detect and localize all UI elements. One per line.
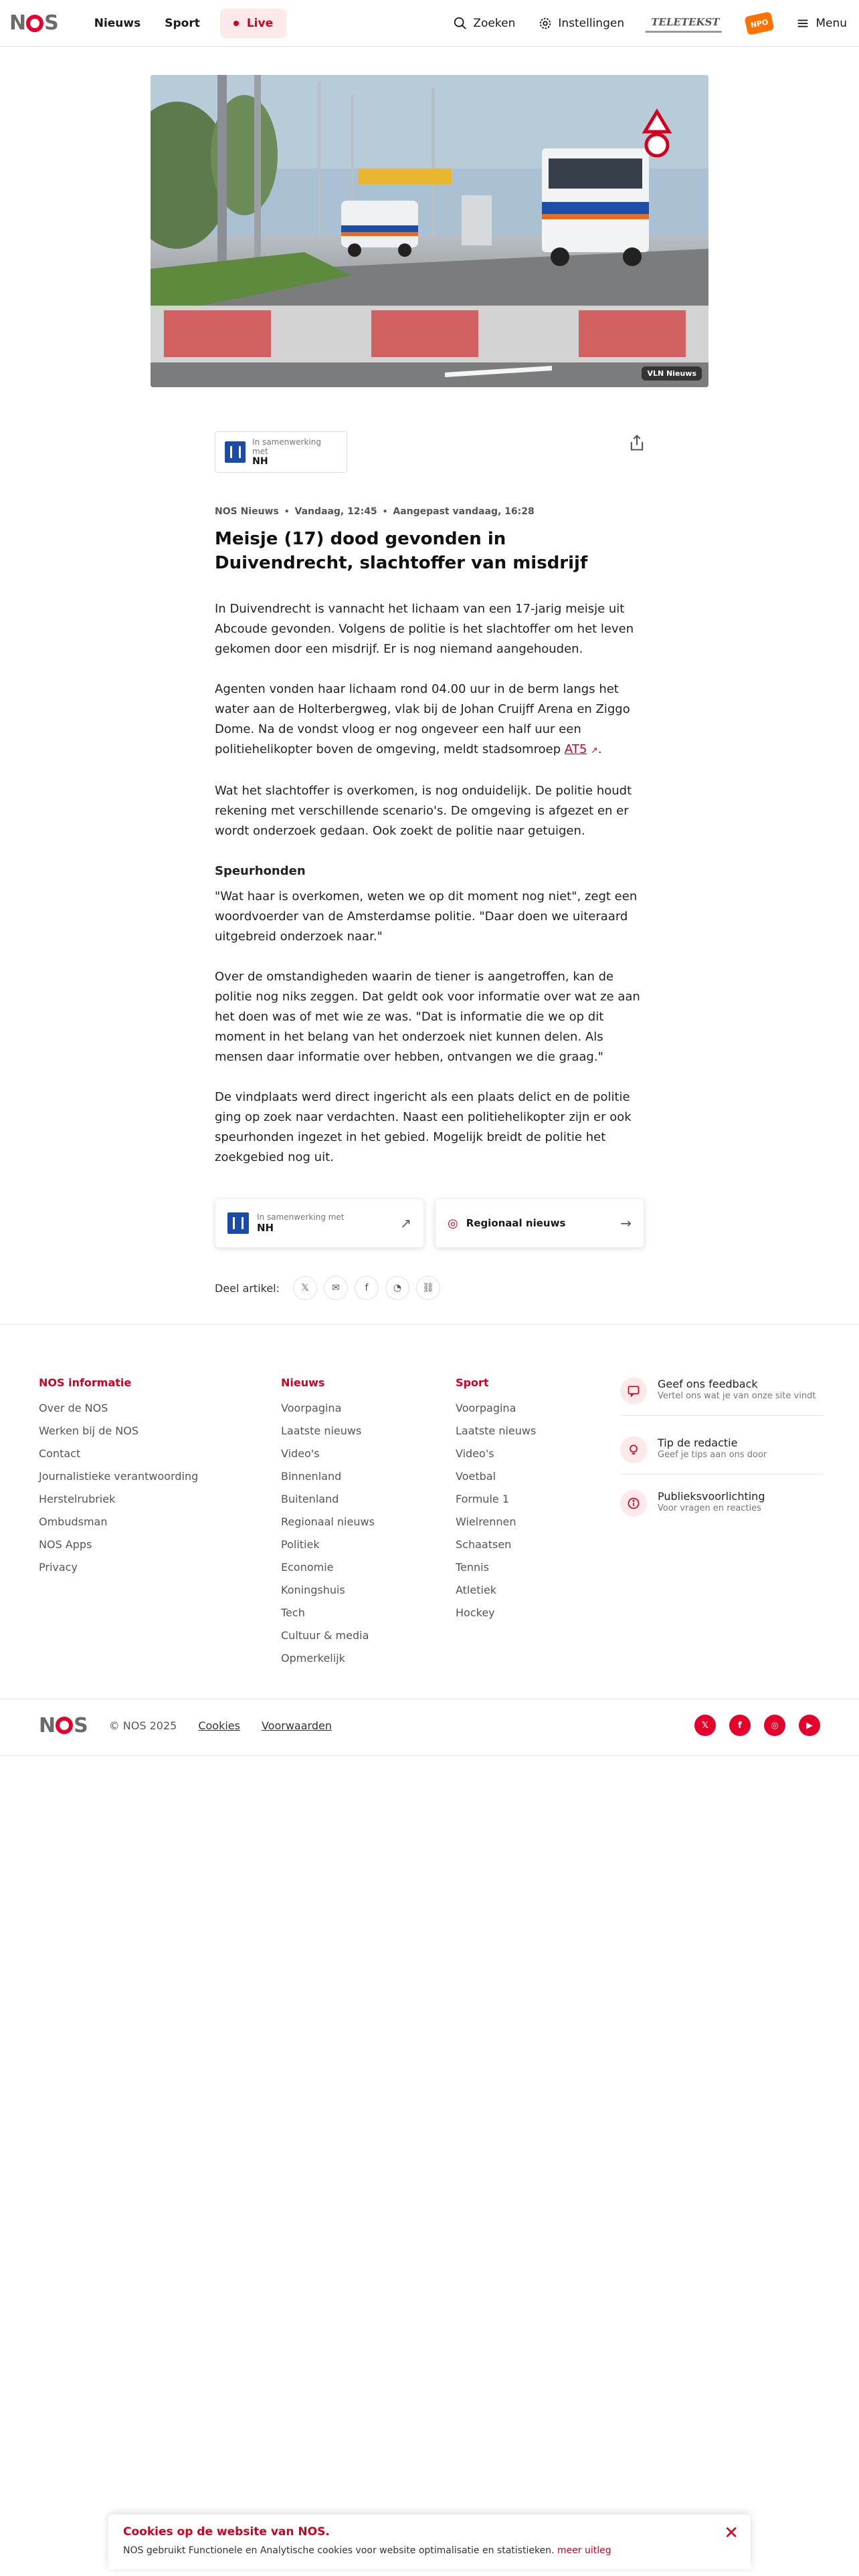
live-button[interactable]: [220, 9, 286, 38]
youtube-icon[interactable]: ▶: [799, 1715, 820, 1736]
footer-col-info: [39, 1376, 198, 1579]
card-name: Regionaal nieuws: [466, 1217, 566, 1229]
search-button[interactable]: [453, 16, 515, 31]
hamburger-icon: [795, 16, 810, 31]
footer-link[interactable]: Voorpagina: [456, 1402, 516, 1414]
x-share-icon[interactable]: 𝕏: [293, 1276, 317, 1300]
search-icon: [453, 16, 468, 31]
footer-link[interactable]: Politiek: [281, 1538, 320, 1551]
bottom-bar: [39, 1702, 820, 1749]
footer-heading: Sport: [456, 1376, 489, 1389]
footer-link[interactable]: Economie: [281, 1561, 334, 1574]
footer-link[interactable]: Opmerkelijk: [281, 1652, 345, 1665]
partner-small: In samenwerking met: [252, 437, 321, 456]
partner-box[interactable]: [215, 431, 347, 473]
footer-link[interactable]: Video's: [281, 1447, 320, 1460]
share-label: Deel artikel:: [215, 1281, 280, 1295]
article-paragraph: Wat het slachtoffer is overkomen, is nog onduidelijk. De politie houdt rekening met verschillende scenario's. De omgeving is afgezet en er wordt onderzoek gedaan. Ook zoekt de politie naar getuigen.: [215, 784, 632, 838]
menu-label: Menu: [816, 16, 847, 30]
whatsapp-share-icon[interactable]: ◔: [385, 1276, 409, 1300]
footer-heading: NOS informatie: [39, 1376, 132, 1389]
footer-link[interactable]: Hockey: [456, 1606, 495, 1619]
nos-logo[interactable]: N S: [9, 11, 58, 35]
info-icon: [620, 1490, 647, 1517]
at5-link[interactable]: AT5: [564, 742, 587, 756]
article-paragraph: In Duivendrecht is vannacht het lichaam van een 17-jarig meisje uit Abcoude gevonden. Volgens de politie is het slachtoffer om het leven gekomen door een misdrijf. Er is nog niemand aangehouden.: [215, 602, 634, 656]
footer-link[interactable]: Contact: [39, 1447, 81, 1460]
cookie-banner: [108, 2514, 751, 2569]
article-source: NOS Nieuws: [215, 506, 279, 517]
footer-link[interactable]: Voorpagina: [281, 1402, 342, 1414]
fb-sub: Voor vragen en reacties: [658, 1503, 761, 1513]
footer-col-sport: [456, 1376, 536, 1624]
right-nav: [453, 13, 850, 33]
footer-link[interactable]: Schaatsen: [456, 1538, 512, 1551]
footer-link[interactable]: Koningshuis: [281, 1584, 345, 1596]
partner-name: NH: [252, 456, 268, 467]
fb-title: Publieksvoorlichting: [658, 1490, 765, 1503]
x-icon[interactable]: 𝕏: [694, 1715, 716, 1736]
divider: [0, 1324, 859, 1325]
info-item[interactable]: [620, 1490, 824, 1527]
fb-sub: Vertel ons wat je van onze site vindt: [658, 1391, 816, 1401]
fb-title: Tip de redactie: [658, 1436, 738, 1449]
footer-link[interactable]: Video's: [456, 1447, 494, 1460]
copy-link-icon[interactable]: ⛓: [416, 1276, 440, 1300]
article-meta: NOS Nieuws • Vandaag, 12:45 • Aangepast vandaag, 16:28: [215, 506, 535, 517]
article-paragraph: Over de omstandigheden waarin de tiener is aangetroffen, kan de politie nog niks zeggen. Dat geldt ook voor informatie over wat ze aan het doen was of met wie ze was. "Dat is informatie die we op dit moment in het belang van het onderzoek niet kunnen delen. Als mensen daar informatie over hebben, ontvangen we die graag.": [215, 970, 640, 1064]
footer-nos-logo[interactable]: N S: [39, 1713, 88, 1737]
terms-link[interactable]: Voorwaarden: [261, 1719, 332, 1732]
footer-link[interactable]: NOS Apps: [39, 1538, 92, 1551]
footer-col-nieuws: [281, 1376, 375, 1670]
footer-link[interactable]: Journalistieke verantwoording: [39, 1470, 199, 1483]
cookie-title: Cookies op de website van NOS.: [123, 2525, 330, 2539]
divider: [0, 1755, 859, 1756]
lightbulb-icon: [620, 1436, 647, 1463]
article-paragraph: De vindplaats werd direct ingericht als een plaats delict en de politie ging op zoek naar verdachten. Naast een politiehelikopter zijn er ook speurhonden ingezet in het gebied. Mogelijk breidt de politie het zoekgebied nog uit.: [215, 1090, 632, 1164]
search-label: Zoeken: [473, 16, 516, 30]
footer-heading: Nieuws: [281, 1376, 325, 1389]
card-small: In samenwerking met: [257, 1212, 345, 1222]
footer-link[interactable]: Binnenland: [281, 1470, 342, 1483]
hero-image: [151, 75, 708, 387]
settings-button[interactable]: [538, 16, 624, 31]
article-paragraph: "Wat haar is overkomen, weten we op dit moment nog niet", zegt een woordvoerder van de Amsterdamse politie. "Daar doen we uiteraard uitgebreid onderzoek naar.": [215, 889, 638, 944]
teletekst-link[interactable]: TELETEKST: [646, 13, 725, 33]
copyright: © NOS 2025: [108, 1719, 177, 1732]
email-share-icon[interactable]: ✉: [324, 1276, 348, 1300]
cookies-link[interactable]: Cookies: [198, 1719, 240, 1732]
footer-link[interactable]: Cultuur & media: [281, 1629, 369, 1642]
article-body: [215, 599, 650, 1188]
article-subheading: Speurhonden: [215, 864, 306, 878]
article-paragraph: Agenten vonden haar lichaam rond 04.00 uur in de berm langs het water aan de Holterbergweg, vlak bij de Johan Cruijff Arena en Ziggo Dome. Na de vondst vloog er nog ongeveer een half uur een politiehelikopter boven de omgeving, meldt stadsomroep AT5 ↗.: [215, 682, 630, 756]
instagram-icon[interactable]: ◎: [764, 1715, 785, 1736]
nav-sport[interactable]: Sport: [165, 16, 200, 30]
fb-title: Geef ons feedback: [658, 1378, 758, 1390]
footer-link[interactable]: Laatste nieuws: [456, 1424, 537, 1437]
live-label: Live: [246, 16, 274, 30]
article-title: Meisje (17) dood gevonden in Duivendrecht, slachtoffer van misdrijf: [215, 529, 588, 573]
article-updated: Aangepast vandaag, 16:28: [393, 506, 535, 517]
live-dot-icon: [233, 21, 239, 26]
footer-link[interactable]: Privacy: [39, 1561, 78, 1574]
arrow-up-right-icon: ↗: [400, 1215, 411, 1231]
fb-sub: Geef je tips aan ons door: [658, 1450, 767, 1460]
share-icon[interactable]: [628, 433, 646, 452]
main-nav: [82, 9, 286, 38]
menu-button[interactable]: [795, 16, 847, 31]
footer-link[interactable]: Formule 1: [456, 1493, 509, 1505]
settings-label: Instellingen: [558, 16, 625, 30]
photo-credit: VLN Nieuws: [642, 366, 702, 381]
nh-logo-icon: [225, 441, 246, 463]
close-icon[interactable]: ✕: [724, 2523, 739, 2543]
facebook-share-icon[interactable]: f: [355, 1276, 379, 1300]
footer-link[interactable]: Voetbal: [456, 1470, 496, 1483]
footer-link[interactable]: Wielrennen: [456, 1515, 516, 1528]
footer-link[interactable]: Tech: [281, 1606, 305, 1619]
regional-news-card[interactable]: [435, 1198, 644, 1248]
chat-icon: [620, 1378, 647, 1404]
footer-link[interactable]: Werken bij de NOS: [39, 1424, 139, 1437]
npo-link[interactable]: NPO: [745, 11, 775, 35]
footer-link[interactable]: Herstelrubriek: [39, 1493, 116, 1505]
article-date: Vandaag, 12:45: [294, 506, 377, 517]
social-links: [694, 1715, 820, 1736]
tip-item[interactable]: [620, 1436, 824, 1475]
hero-photo: [151, 75, 708, 387]
site-header: [0, 0, 859, 47]
nh-partner-card[interactable]: [215, 1198, 424, 1248]
location-pin-icon: ◎: [448, 1216, 458, 1230]
cookie-text: NOS gebruikt Functionele en Analytische cookies voor website optimalisatie en statistieken. meer uitleg: [123, 2545, 611, 2556]
facebook-icon[interactable]: f: [729, 1715, 751, 1736]
share-row: [215, 1276, 440, 1300]
footer-link[interactable]: Regionaal nieuws: [281, 1515, 375, 1528]
footer-link[interactable]: Atletiek: [456, 1584, 497, 1596]
footer-link[interactable]: Tennis: [456, 1561, 489, 1574]
cookie-more-link[interactable]: meer uitleg: [557, 2545, 611, 2556]
arrow-right-icon: →: [620, 1215, 632, 1231]
feedback-item[interactable]: [620, 1378, 824, 1416]
footer-link[interactable]: Over de NOS: [39, 1402, 108, 1414]
nav-nieuws[interactable]: Nieuws: [94, 16, 141, 30]
footer-link[interactable]: Laatste nieuws: [281, 1424, 362, 1437]
nh-logo-icon: [227, 1212, 249, 1234]
external-link-icon: ↗: [591, 746, 598, 756]
footer-link[interactable]: Ombudsman: [39, 1515, 108, 1528]
card-name: NH: [257, 1222, 274, 1234]
gear-icon: [538, 16, 553, 31]
footer-link[interactable]: Buitenland: [281, 1493, 339, 1505]
